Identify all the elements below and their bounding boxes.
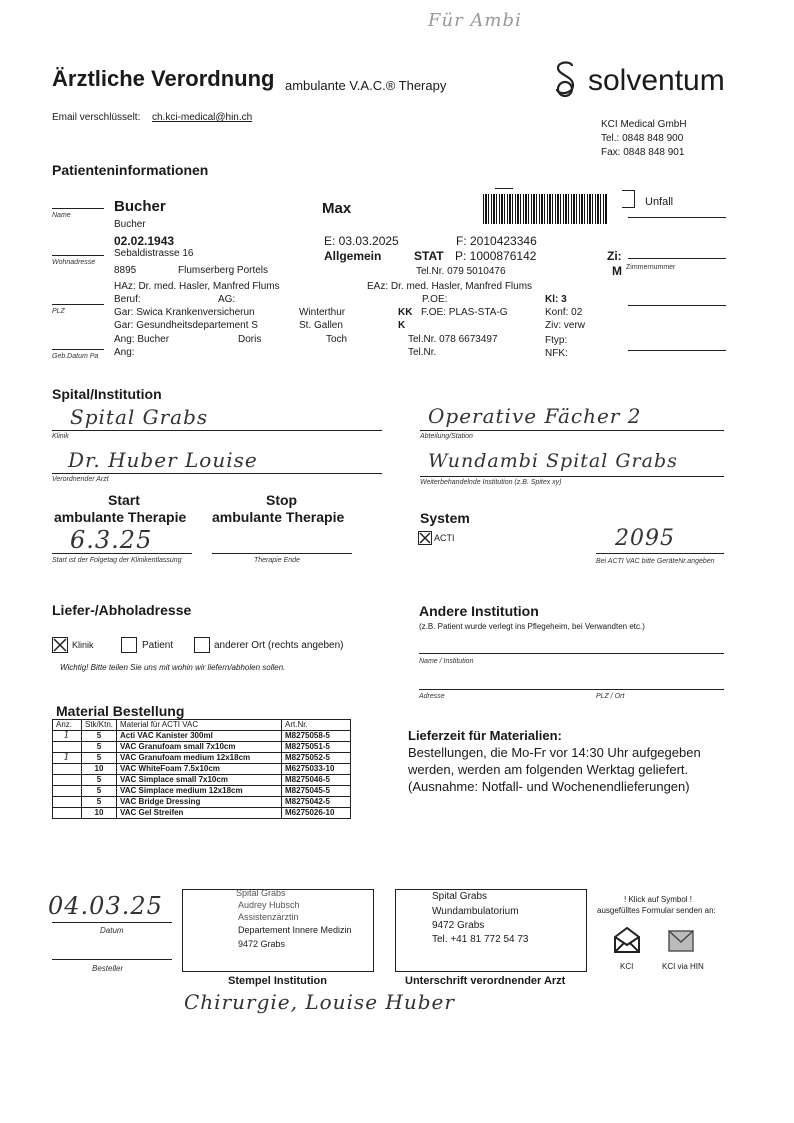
lieferzeit-title: Lieferzeit für Materialien: — [408, 728, 562, 743]
stamp-left-line2: Audrey Hubsch — [238, 900, 300, 910]
patient-tel: Tel.Nr. 079 5010476 — [416, 266, 506, 277]
handwritten-note: Für Ambi — [428, 10, 522, 31]
haz-doctor: HAz: Dr. med. Hasler, Manfred Flums — [114, 281, 280, 292]
email-link[interactable]: ch.kci-medical@hin.ch — [152, 112, 253, 123]
send-hin-button[interactable] — [666, 925, 696, 960]
case-number: F: 2010423346 — [456, 234, 537, 248]
col-artnr: Art.Nr. — [282, 720, 351, 731]
barcode — [483, 194, 607, 224]
other-place-checkbox[interactable] — [194, 637, 210, 653]
zimmer-number-label: Zimmernummer — [626, 264, 676, 271]
checkmark-icon — [53, 638, 67, 652]
contact-1-city: Toch — [326, 334, 348, 345]
send-kci-label: KCI — [620, 962, 634, 971]
guarantor-2-type: K — [398, 320, 406, 331]
patient-name2: Bucher — [114, 219, 146, 230]
dob-field-label: Geb.Datum Pa — [52, 353, 99, 360]
send-hin-label: KCI via HIN — [662, 962, 704, 971]
stat-flag: STAT — [414, 249, 444, 263]
table-row: 5 VAC Granufoam small 7x10cm M8275051-5 — [53, 742, 351, 753]
arzt-value[interactable]: Dr. Huber Louise — [68, 448, 258, 472]
geraet-note: Bei ACTI VAC bitte GeräteNr.angeben — [596, 558, 715, 565]
table-row: 5 VAC Simplace medium 12x18cm M8275045-5 — [53, 786, 351, 797]
col-stk: Stk/Ktn. — [82, 720, 117, 731]
solventum-logo-icon — [548, 58, 582, 107]
klinik-option-label: Klinik — [72, 640, 94, 650]
company-name: KCI Medical GmbH — [601, 119, 687, 130]
guarantor-1-type: KK — [398, 307, 413, 318]
form-subtitle: ambulante V.A.C.® Therapy — [285, 78, 447, 93]
stop-note: Therapie Ende — [254, 557, 300, 564]
table-row: 1 5 Acti VAC Kanister 300ml M8275058-5 — [53, 731, 351, 742]
table-row: 5 VAC Bridge Dressing M8275042-5 — [53, 797, 351, 808]
company-tel: Tel.: 0848 848 900 — [601, 133, 684, 144]
patient-lastname: Bucher — [114, 198, 166, 215]
mail-icon — [666, 925, 696, 955]
lieferzeit-text-3: (Ausnahme: Notfall- und Wochenendlieferungen) — [408, 779, 690, 794]
patient-firstname: Max — [322, 200, 352, 217]
guarantor-1-city: Winterthur — [299, 307, 346, 318]
patient-checkbox[interactable] — [121, 637, 137, 653]
unfall-label: Unfall — [645, 196, 674, 208]
start-note: Start ist der Folgetag der Klinikentlassung — [52, 557, 182, 564]
ag: AG: — [218, 294, 236, 305]
lieferzeit-text-1: Bestellungen, die Mo-Fr vor 14:30 Uhr aufgegeben — [408, 745, 701, 760]
weiterbehandelnde-value[interactable]: Wundambi Spital Grabs — [428, 450, 678, 472]
col-material: Material für ACTI VAC — [117, 720, 282, 731]
contact-2: Ang: — [114, 347, 135, 358]
stamp-right-line4: Tel. +41 81 772 54 73 — [432, 934, 529, 945]
klinik-label: Klinik — [52, 433, 69, 440]
contact-1-tel: Tel.Nr. 078 6673497 — [408, 334, 498, 345]
send-kci-button[interactable] — [612, 925, 642, 960]
datum-value[interactable]: 04.03.25 — [48, 892, 163, 920]
geraet-number-value[interactable]: 2095 — [615, 526, 675, 551]
unterschrift-label: Unterschrift verordnender Arzt — [405, 975, 566, 987]
delivery-section-title: Liefer-/Abholadresse — [52, 602, 192, 618]
weiterbehandelnde-label: Weiterbehandelnde Institution (z.B. Spitex xy) — [420, 479, 562, 486]
ftyp: Ftyp: — [545, 335, 568, 346]
klick-note-2: ausgefülltes Formular senden an: — [597, 906, 716, 915]
contact-2-tel: Tel.Nr. — [408, 347, 437, 358]
start-title-1: Start — [108, 492, 140, 508]
stop-title-1: Stop — [266, 492, 298, 508]
spital-section-title: Spital/Institution — [52, 386, 162, 402]
material-section-title: Material Bestellung — [56, 703, 185, 719]
delivery-note: Wichtig! Bitte teilen Sie uns mit wohin wir liefern/abholen sollen. — [60, 663, 286, 672]
acti-checkbox[interactable] — [418, 531, 432, 545]
table-row: 10 VAC Gel Streifen M6275026-10 — [53, 808, 351, 819]
besteller-value[interactable]: Chirurgie, Louise Huber — [184, 990, 455, 1014]
patient-plz: 8895 — [114, 265, 137, 276]
table-row: 10 VAC WhiteFoam 7.5x10cm M6275033-10 — [53, 764, 351, 775]
klasse: Kl: 3 — [545, 294, 567, 305]
datum-label: Datum — [100, 926, 124, 935]
contact-1-firstname: Doris — [238, 334, 262, 345]
email-label: Email verschlüsselt: — [52, 112, 141, 123]
table-row: 5 VAC Simplace small 7x10cm M8275046-5 — [53, 775, 351, 786]
besteller-label: Besteller — [92, 964, 124, 973]
klick-note-1: ! Klick auf Symbol ! — [624, 895, 693, 904]
poe: P.OE: — [422, 294, 448, 305]
name-field-label: Name — [52, 212, 71, 219]
stamp-left-line4: Departement Innere Medizin — [238, 925, 352, 935]
abteilung-value[interactable]: Operative Fächer 2 — [428, 404, 642, 428]
plz-field-label: PLZ — [52, 308, 65, 315]
patient-street: Sebaldistrasse 16 — [114, 248, 194, 259]
andere-institution-sub: (z.B. Patient wurde verlegt ins Pflegeheim, bei Verwandten etc.) — [419, 622, 645, 631]
acti-label: ACTI — [434, 533, 455, 543]
stamp-left-line1: Spital Grabs — [236, 888, 286, 898]
address-field-label: Wohnadresse — [52, 259, 96, 266]
plz-ort-label: PLZ / Ort — [596, 693, 625, 700]
beruf: Beruf: — [114, 294, 141, 305]
insurance-class: Allgemein — [324, 249, 382, 263]
adresse-label: Adresse — [419, 693, 445, 700]
other-place-option-label: anderer Ort (rechts angeben) — [214, 640, 344, 651]
start-date-value[interactable]: 6.3.25 — [70, 526, 153, 554]
company-fax: Fax: 0848 848 901 — [601, 147, 685, 158]
eaz-doctor: EAz: Dr. med. Hasler, Manfred Flums — [367, 281, 533, 292]
material-table — [52, 719, 351, 819]
stamp-left-line3: Assistenzärztin — [238, 912, 299, 922]
patient-dob: 02.02.1943 — [114, 234, 175, 248]
unterschrift-box[interactable] — [395, 889, 587, 972]
arzt-label: Verordnender Arzt — [52, 476, 109, 483]
patient-section-title: Patienteninformationen — [52, 162, 209, 178]
lieferzeit-text-2: werden, werden am folgenden Werktag geliefert. — [408, 762, 689, 777]
system-title: System — [420, 510, 470, 526]
stamp-left-line5: 9472 Grabs — [238, 939, 286, 949]
start-title-2: ambulante Therapie — [54, 509, 187, 525]
klinik-value[interactable]: Spital Grabs — [70, 405, 209, 429]
stamp-right-line1: Spital Grabs — [432, 891, 488, 902]
table-header-row — [53, 720, 351, 731]
klinik-checkbox[interactable] — [52, 637, 68, 653]
patient-city: Flumserberg Portels — [178, 265, 269, 276]
abteilung-label: Abteilung/Station — [420, 433, 473, 440]
stempel-label: Stempel Institution — [228, 975, 327, 987]
guarantor-2-city: St. Gallen — [299, 320, 343, 331]
foe: F.OE: PLAS-STA-G — [421, 307, 508, 318]
ziv: Ziv: verw — [545, 320, 585, 331]
name-institution-label: Name / Institution — [419, 658, 474, 665]
unfall-checkbox[interactable] — [622, 190, 635, 208]
konf: Konf: 02 — [545, 307, 583, 318]
col-anz: Anz. — [53, 720, 82, 731]
table-row: 1 5 VAC Granufoam medium 12x18cm M8275052-5 — [53, 753, 351, 764]
contact-1: Ang: Bucher — [114, 334, 170, 345]
andere-institution-title: Andere Institution — [419, 603, 539, 619]
checkmark-icon — [419, 532, 431, 544]
envelope-icon — [612, 925, 642, 955]
brand-name: solventum — [588, 64, 725, 97]
stop-title-2: ambulante Therapie — [212, 509, 345, 525]
patient-option-label: Patient — [142, 640, 174, 651]
m-flag: M — [612, 264, 622, 278]
entry-date: E: 03.03.2025 — [324, 234, 399, 248]
stamp-right-line2: Wundambulatorium — [432, 906, 519, 917]
nfk: NFK: — [545, 348, 568, 359]
patient-number: P: 1000876142 — [455, 249, 537, 263]
guarantor-2: Gar: Gesundheitsdepartement S — [114, 320, 258, 331]
guarantor-1: Gar: Swica Krankenversicherun — [114, 307, 255, 318]
stamp-right-line3: 9472 Grabs — [432, 920, 485, 931]
form-title: Ärztliche Verordnung — [52, 66, 275, 91]
zimmer-label: Zi: — [607, 249, 622, 263]
